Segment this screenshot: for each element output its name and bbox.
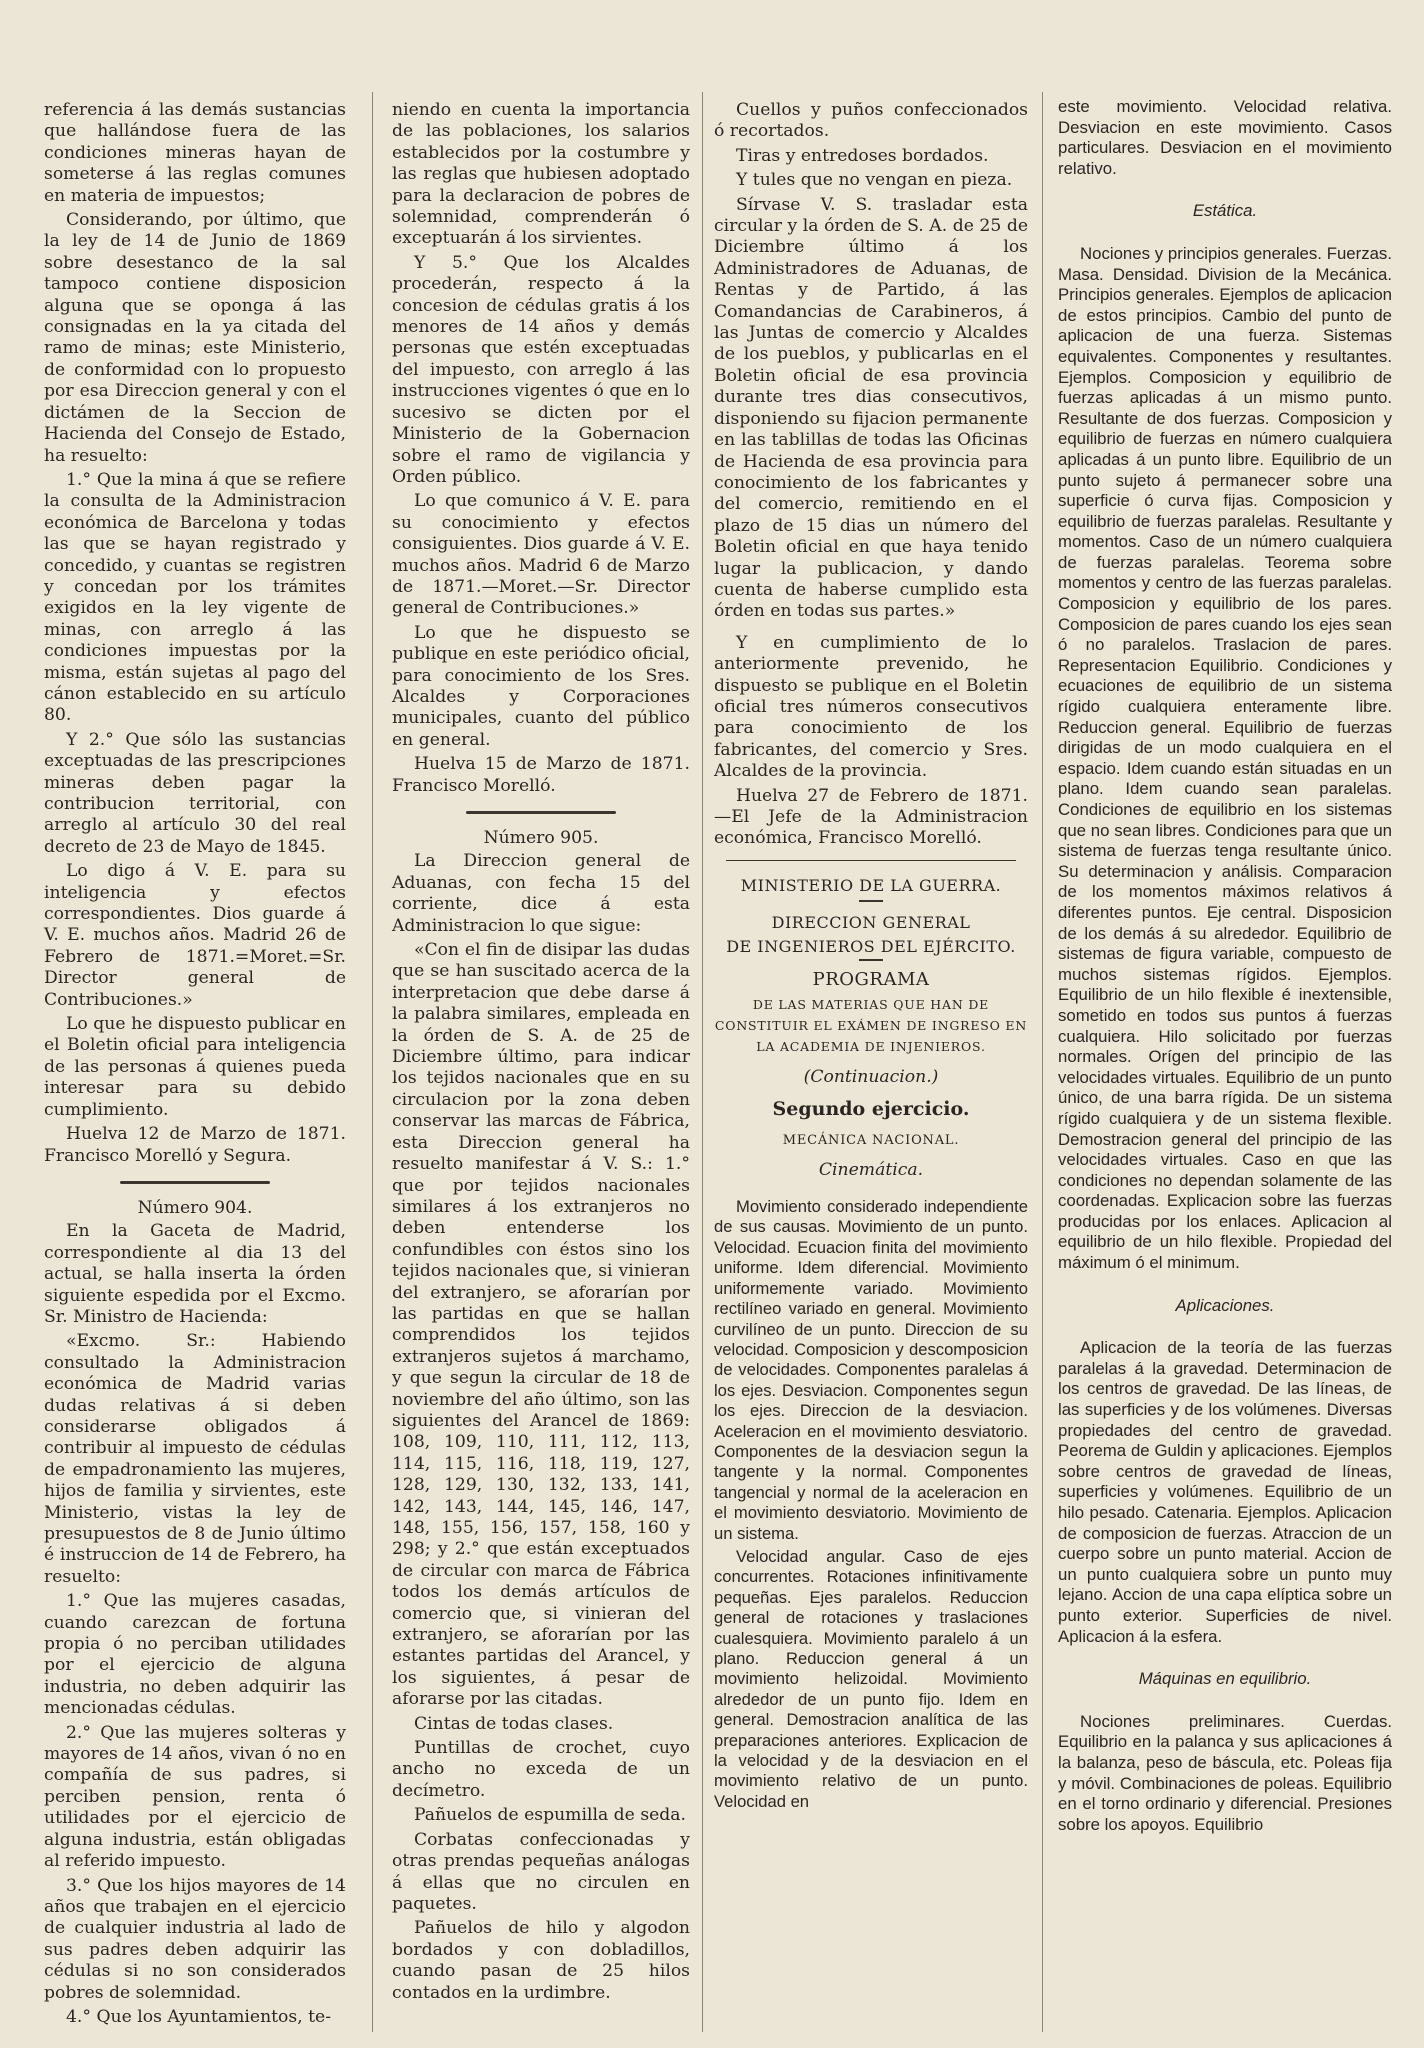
list-item: Pañuelos de espumilla de seda. [414, 1805, 687, 1826]
direccion-subheading: DE INGENIEROS DEL EJÉRCITO. [726, 936, 1016, 956]
notice-number: Número 905. [483, 828, 599, 848]
paragraph: 2.° Que las mujeres solteras y mayores de 14 años, vivan ó no en compañía de sus padres, si perciben pension, renta ó utilidades por el ejercicio de alguna industria, están obligadas al referido impuesto. [44, 1722, 346, 1872]
paragraph: Lo que he dispuesto se publique en este periódico oficial, para conocimiento de los Sres. Alcaldes y Corporaciones municipales, cuanto del público en general. [392, 622, 690, 750]
segundo-ejercicio-heading: Segundo ejercicio. [772, 1097, 970, 1120]
paragraph: este movimiento. Velocidad relativa. Desviacion en este movimiento. Casos particulares. Desviacion en el movimiento relativo. [1058, 97, 1392, 178]
maquinas-heading: Máquinas en equilibrio. [1138, 1669, 1312, 1689]
paragraph: «Excmo. Sr.: Habiendo consultado la Administracion económica de Madrid varias dudas relativas á si deben considerarse obligados á contribuir al impuesto de cédulas de empadronamiento las mujeres, hijos de familia y sirvientes, este Ministerio, vistas la ley de presupuestos de 8 de Junio último é instruccion de 14 de Febrero, ha resuelto: [44, 1331, 346, 1587]
paragraph: En la Gaceta de Madrid, correspondiente al dia 13 del actual, se halla inserta la órden siguiente espedida por el Excmo. Sr. Ministro de Hacienda: [44, 1221, 346, 1327]
direccion-heading: DIRECCION GENERAL [771, 913, 971, 933]
paragraph: Lo que he dispuesto publicar en el Boletin oficial para inteligencia de las personas á quienes pueda interesar para su debido cumplimiento. [44, 1014, 346, 1120]
column-4 [1058, 97, 1392, 1839]
paragraph: La Direccion general de Aduanas, con fecha 15 del corriente, dice á esta Administracion lo que sigue: [392, 851, 690, 936]
paragraph: 1.° Que la mina á que se refiere la consulta de la Administracion económica de Barcelona y todas las que se hayan registrado y concedido, y cuantas se registren y concedan por los trámites exigidos en la ley vigente de minas, con arreglo á las condiciones impuestas por la misma, están sujetas al pago del cánon establecido en su artículo 80. [44, 469, 346, 726]
column-rule [702, 92, 703, 2032]
paragraph: niendo en cuenta la importancia de las poblaciones, los salarios establecidos por la costumbre y las reglas que hubiesen adoptado para la declaracion de pobres de solemnidad, comprenderán ó exceptuarán á los sirvientes. [392, 100, 690, 249]
signature: Huelva 12 de Marzo de 1871. Francisco Morelló y Segura. [44, 1124, 346, 1166]
list-item: Cintas de todas clases. [414, 1713, 614, 1734]
section-rule [726, 860, 1016, 861]
list-item: Cuellos y puños confeccionados ó recortados. [714, 100, 1028, 142]
paragraph: Velocidad angular. Caso de ejes concurrentes. Rotaciones infinitivamente pequeñas. Ejes paralelos. Reduccion general de rotaciones y traslaciones cualesquiera. Movimiento paralelo á un plano. Reduccion general á un movimiento helizoidal. Movimiento alrededor de un punto fijo. Idem en general. Demostracion analítica de las preparaciones anteriores. Explicacion de la velocidad y de la desviacion en el movimiento relativo de un punto. Velocidad en [714, 1546, 1028, 1811]
column-1 [44, 100, 346, 2031]
continuacion-label: (Continuacion.) [803, 1067, 939, 1088]
cinematica-heading: Cinemática. [818, 1159, 924, 1180]
paragraph: 4.° Que los Ayuntamientos, te- [66, 2006, 332, 2027]
section-separator [466, 811, 616, 814]
paragraph: 3.° Que los hijos mayores de 14 años que trabajen en el ejercicio de cualquier industria al lado de sus padres deben adquirir las cédulas si no son considerados pobres de solemnidad. [44, 1875, 346, 2003]
paragraph: Nociones y principios generales. Fuerzas. Masa. Densidad. Division de la Mecánica. Principios generales. Ejemplos de aplicacion de estos principios. Cambio del punto de aplicacion de una fuerza. Sistemas equivalentes. Componentes y resultantes. Ejemplos. Composicion y equilibrio de fuerzas aplicadas á un mismo punto. Resultante de dos fuerzas. Composicion y equilibrio de fuerzas en número cualquiera aplicadas á un punto libre. Equilibrio de un punto sujeto á permanecer sobre una superficie ó curva fijas. Composicion y equilibrio de fuerzas paralelas. Resultante y momentos. Caso de un número cualquiera de fuerzas paralelas. Teorema sobre momentos y centro de las fuerzas paralelas. Composicion y equilibrio de los pares. Composicion de pares cuando los ejes sean ó no paralelos. Traslacion de pares. Representacion Equilibrio. Condiciones y ecuaciones de equilibrio de un sistema rígido cualquiera enteramente libre. Reduccion general. Equilibrio de fuerzas dirigidas de un modo cualquiera en el espacio. Idem cuando están situadas en un plano. Idem cuando sean paralelas. Condiciones de equilibrio en los sistemas que no sean libres. Condiciones para que un sistema de fuerzas tenga resultante único. Su determinacion y análisis. Comparacion de los momentos máximos relativos á diferentes puntos. Eje central. Disposicion de los demás á su alrededor. Equilibrio de sistemas de figura variable, compuesto de muchos sistemas rígidos. Ejemplos. Equilibrio de un hilo flexible é inextensible, sometido en todos sus puntos á fuerzas cualquiera. Hilo solicitado por fuerzas normales. Orígen del principio de las velocidades virtuales. Equilibrio de un punto único, de una barra rígida. De un sistema rígido cualquiera y de un sistema flexible. Demostracion general del principio de las velocidades virtuales. Caso en que las condiciones no dependan solamente de las coordenadas. Explicacion sobre las fuerzas producidas por los enlaces. Aplicacion al equilibrio de un hilo flexible. Propiedad del máximum ó el minimum. [1058, 243, 1392, 1273]
paragraph: Lo que comunico á V. E. para su conocimiento y efectos consiguientes. Dios guarde á V. E. muchos años. Madrid 6 de Marzo de 1871.—Moret.—Sr. Director general de Contribuciones.» [392, 491, 690, 619]
aplicaciones-heading: Aplicaciones. [1175, 1295, 1275, 1315]
list-item: Corbatas confeccionadas y otras prendas pequeñas análogas á ellas que no circulen en paquetes. [392, 1829, 690, 1914]
paragraph: 1.° Que las mujeres casadas, cuando carezcan de fortuna propia ó no perciban utilidades por el ejercicio de alguna industria, no deben adquirir las mencionadas cédulas. [44, 1591, 346, 1719]
list-item: Y tules que no vengan en pieza. [736, 170, 1013, 191]
column-rule [372, 92, 373, 2032]
list-item: Pañuelos de hilo y algodon bordados y con dobladillos, cuando pasan de 25 hilos contados en la urdimbre. [392, 1918, 690, 2003]
column-2 [392, 100, 690, 2007]
list-item: Puntillas de crochet, cuyo ancho no exceda de un decímetro. [392, 1738, 690, 1801]
column-3 [714, 100, 1028, 1815]
programa-subheading: DE LAS MATERIAS QUE HAN DE CONSTITUIR EL EXÁMEN DE INGRESO EN LA ACADEMIA DE INJENIEROS. [714, 997, 1028, 1055]
paragraph: Y en cumplimiento de lo anteriormente prevenido, he dispuesto se publique en el Boletin oficial tres números consecutivos para conocimiento de los fabricantes, del comercio y Sres. Alcaldes de la provincia. [714, 632, 1028, 782]
heading-dash [859, 900, 883, 902]
estatica-heading: Estática. [1192, 201, 1258, 221]
ministry-heading: MINISTERIO DE LA GUERRA. [740, 875, 1002, 895]
paragraph: Sírvase V. S. trasladar esta circular y la órden de S. A. de 25 de Diciembre último á los Administradores de Aduanas, de Rentas y de Partido, á las Comandancias de Carabineros, á las Juntas de comercio y Alcaldes de los pueblos, y publicarlas en el Boletin oficial de esa provincia durante tres dias consecutivos, disponiendo su fijacion permanente en las tablillas de todas las Oficinas de Hacienda de esa provincia para conocimiento de los fabricantes y del comercio, remitiendo en el plazo de 15 dias un número del Boletin oficial en que haya tenido lugar la publicacion, y dando cuenta de haberse cumplido esta órden en todas sus partes.» [714, 194, 1028, 622]
list-item: Tiras y entredoses bordados. [736, 145, 989, 166]
signature: Huelva 15 de Marzo de 1871. Francisco Morelló. [392, 754, 690, 796]
paragraph: «Con el fin de disipar las dudas que se han suscitado acerca de la interpretacion que debe darse á la palabra similares, empleada en la órden de S. A. de 25 de Diciembre último, para indicar los tejidos nacionales que en su circulacion por la zona deben conservar las marcas de Fábrica, esta Direccion general ha resuelto manifestar á V. S.: 1.° que por tejidos nacionales similares á los extranjeros no deben entenderse los confundibles con éstos sino los tejidos nacionales que, si vinieran del extranjero, se aforarían por las partidas en que se hallan comprendidos los tejidos extranjeros sujetos á marchamo, y que segun la circular de 18 de noviembre del año último, son las siguientes del Arancel de 1869: 108, 109, 110, 111, 112, 113, 114, 115, 116, 118, 119, 127, 128, 129, 130, 132, 133, 141, 142, 143, 144, 145, 146, 147, 148, 155, 156, 157, 158, 160 y 298; y 2.° que están exceptuados de circular con marca de Fábrica todos los demás artículos de comercio que, si vinieran del extranjero, se aforarían por las estantes partidas del Arancel, y los siguientes, á pesar de aforarse por las citadas. [392, 940, 690, 1710]
programa-heading: PROGRAMA [812, 969, 930, 991]
column-rule [1042, 92, 1043, 2032]
notice-number: Número 904. [137, 1197, 253, 1218]
paragraph: Aplicacion de la teoría de las fuerzas paralelas á la gravedad. Determinacion de los centros de gravedad. De las líneas, de las superficies y de los volúmenes. Diversas propiedades del centro de gravedad. Peorema de Guldin y aplicaciones. Ejemplos sobre centros de gravedad de líneas, superficies y volúmenes. Equilibrio de un hilo pesado. Catenaria. Ejemplos. Aplicacion de composicion de fuerzas. Atraccion de un cuerpo sobre un punto material. Accion de un punto cualquiera sobre un punto muy lejano. Accion de una capa elíptica sobre un punto exterior. Superficies de nivel. Aplicacion á la esfera. [1058, 1338, 1392, 1646]
paragraph: Y 5.° Que los Alcaldes procederán, respecto á la concesion de cédulas gratis á los menores de 14 años y demás personas que estén exceptuadas del impuesto, con arreglo á las instrucciones vigentes ó que en lo sucesivo se dicten por el Ministerio de la Gobernacion sobre el ramo de vigilancia y Orden público. [392, 252, 690, 487]
signature: Huelva 27 de Febrero de 1871. —El Jefe de la Administracion económica, Francisco Morelló. [714, 785, 1028, 849]
paragraph: Lo digo á V. E. para su inteligencia y efectos correspondientes. Dios guarde á V. E. muchos años. Madrid 26 de Febrero de 1871.=Moret.=Sr. Director general de Contribuciones.» [44, 861, 346, 1010]
paragraph: Movimiento considerado independiente de sus causas. Movimiento de un punto. Velocidad. Ecuacion finita del movimiento uniforme. Idem diferencial. Movimiento uniformemente variado. Movimiento rectilíneo variado en general. Movimiento curvilíneo de un punto. Direccion de su velocidad. Composicion y descomposicion de velocidades. Componentes paralelas á los ejes. Desviacion. Componentes segun los ejes. Direccion de la desviacion. Aceleracion en el movimiento desviatorio. Componentes de la desviacion segun la tangente y la normal. Componentes tangencial y normal de la aceleracion en el movimiento desviatorio. Movimiento de un sistema. [714, 1197, 1028, 1543]
paragraph: Y 2.° Que sólo las sustancias exceptuadas de las prescripciones mineras deben pagar la contribucion territorial, con arreglo al artículo 30 del real decreto de 23 de Mayo de 1845. [44, 729, 346, 857]
paragraph: Considerando, por último, que la ley de 14 de Junio de 1869 sobre desestanco de la sal tampoco contiene disposicion alguna que se oponga á las consignadas en la ya citada del ramo de minas; este Ministerio, de conformidad con lo propuesto por esa Direccion general y con el dictámen de la Seccion de Hacienda del Consejo de Estado, ha resuelto: [44, 210, 346, 466]
heading-dash [859, 959, 883, 961]
mecanica-heading: MECÁNICA NACIONAL. [782, 1133, 960, 1149]
paragraph: Nociones preliminares. Cuerdas. Equilibrio en la palanca y sus aplicaciones á la balanza, peso de báscula, etc. Poleas fija y móvil. Combinaciones de poleas. Equilibrio en el torno ordinario y diferencial. Presiones sobre los apoyos. Equilibrio [1058, 1711, 1392, 1834]
section-separator [120, 1181, 270, 1184]
paragraph: referencia á las demás sustancias que hallándose fuera de las condiciones mineras hayan de someterse á las reglas comunes en materia de impuestos; [44, 100, 346, 206]
